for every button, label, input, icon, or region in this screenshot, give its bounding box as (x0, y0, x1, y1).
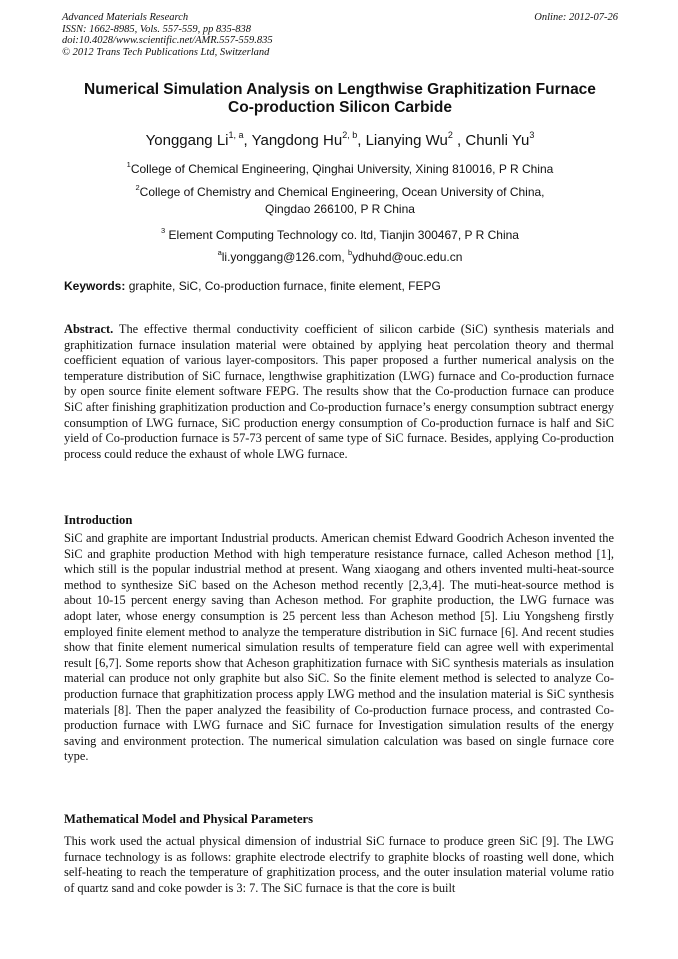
copyright-line: © 2012 Trans Tech Publications Ltd, Switzerland (62, 46, 270, 58)
title-line-1: Numerical Simulation Analysis on Lengthwise Graphitization Furnace (84, 81, 596, 98)
email-marker: b (348, 248, 353, 257)
abstract-label: Abstract. (64, 322, 114, 336)
affiliation-marker: 3 (161, 226, 166, 235)
issn-line: ISSN: 1662-8985, Vols. 557-559, pp 835-838 (62, 23, 251, 35)
keywords (64, 279, 616, 294)
abstract (64, 322, 614, 462)
email-b: ydhuhd@ouc.edu.cn (352, 250, 463, 264)
introduction-heading: Introduction (64, 513, 133, 527)
publication-header (62, 12, 618, 58)
affiliation-3 (62, 223, 618, 243)
author-name: Yonggang Li (145, 132, 229, 149)
title-line-2: Co-production Silicon Carbide (228, 99, 452, 116)
affiliation-1 (62, 157, 618, 177)
affiliation-2-city: Qingdao 266100, P R China (265, 202, 415, 216)
introduction-text: SiC and graphite are important Industrial products. American chemist Edward Goodrich Acheson invented the SiC and graphite production Method with high temperature resistance furnace, called Acheson method [1], which still is the popular industrial method at present. Wang xiaogang and others invented multi-heat-source method to synthesize SiC based on the Acheson method recently [2,3,4]. The muti-heat-source method is about 10-15 percent energy saving than Acheson method. For graphite production, the LWG furnace was adopt later, whose energy consumption is 25 percent less than Acheson method [5]. Liu Yongsheng firstly employed finite element method to analyze the temperature distribution in SiC furnace [6]. And recent studies show that finite element numerical simulation results of temperature field can agree well with experimental result [6,7]. Some reports show that Acheson graphitization furnace with SiC synthesis materials as insulation material can produce not only graphite but also SiC. So the finite element method is selected to analyze Co-production furnace that graphitization process apply LWG method and the insulation material is SiC synthesis materials [8]. Then the paper analyzed the feasibility of Co-production furnace process, and contrasted Co-production furnace with LWG furnace and SiC furnace for Investigation simulation results of the energy saving and environment protection. The numerical simulation calculation was based on single furnace core type. (64, 531, 614, 764)
abstract-text: The effective thermal conductivity coefficient of silicon carbide (SiC) synthesis materials and graphitization furnace insulation material were obtained by applying heat percolation theory and thermal coefficient equation of various layer-compositors. This paper proposed a further numerical analysis on the temperature distribution of SiC furnace, lengthwise graphitization (LWG) furnace and Co-production furnace by open source finite element software FEPG. The results show that the Co-production furnace can produce SiC after finishing graphitization production and Co-production furnace’s energy consumption subtract energy consumption of LWG furnace, SiC production energy consumption of Co-production furnace is half and SiC yield of Co-production furnace is 57-73 percent of same type of SiC furnace. Besides, applying Co-production process could reduce the exhaust of whole LWG furnace. (64, 322, 614, 461)
author-name: Lianying Wu (365, 132, 448, 149)
affiliation-marker: 1 (126, 160, 131, 169)
author-name: Chunli Yu (465, 132, 530, 149)
author-separator: , (243, 132, 252, 149)
author-name: Yangdong Hu (251, 132, 343, 149)
affiliation-text: College of Chemistry and Chemical Engineering, Ocean University of China, (139, 185, 545, 199)
author-emails (62, 245, 618, 265)
affiliation-text: College of Chemical Engineering, Qinghai University, Xining 810016, P R China (130, 162, 554, 176)
author-superscript: 2 (447, 130, 453, 140)
doi-line: doi:10.4028/www.scientific.net/AMR.557-559.835 (62, 35, 273, 46)
author-separator: , (357, 132, 366, 149)
author-list (62, 126, 618, 150)
keywords-label: Keywords: (64, 279, 126, 293)
affiliation-text: Element Computing Technology co. ltd, Tianjin 300467, P R China (165, 228, 519, 242)
keywords-text: graphite, SiC, Co-production furnace, finite element, FEPG (125, 279, 441, 293)
author-superscript: 2, b (342, 130, 358, 140)
paper-title (62, 81, 618, 117)
affiliation-marker: 2 (135, 183, 140, 192)
affiliation-2 (62, 180, 618, 200)
model-heading: Mathematical Model and Physical Parameters (64, 812, 314, 826)
author-superscript: 3 (529, 130, 535, 140)
email-marker: a (217, 248, 222, 257)
online-date: Online: 2012-07-26 (534, 12, 618, 23)
email-a: li.yonggang@126.com, (221, 250, 348, 264)
author-superscript: 1, a (228, 130, 244, 140)
model-text: This work used the actual physical dimension of industrial SiC furnace to produce green SiC [9]. The LWG furnace technology is as follows: graphite electrode electrify to graphite blocks of roasting well done, which self-heating to reach the temperature of graphitization process, and the outer insulation material volume ratio of quartz sand and coke powder is 3: 7. The SiC furnace is that the core is built (64, 834, 614, 895)
author-separator: , (452, 132, 466, 149)
journal-name: Advanced Materials Research (62, 12, 189, 23)
